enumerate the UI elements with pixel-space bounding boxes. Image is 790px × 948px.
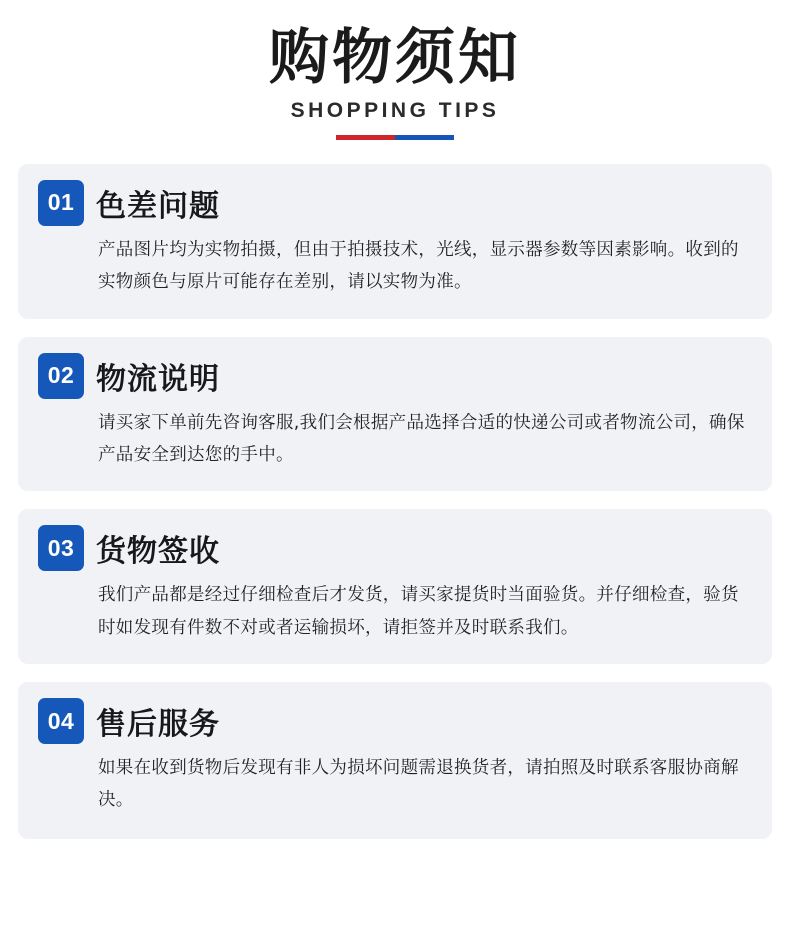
tip-title: 货物签收 [96,534,220,570]
tip-title: 物流说明 [96,361,220,397]
tip-card-3-header [38,525,752,571]
tip-card-3 [18,509,772,664]
tip-card-2-header [38,353,752,399]
tip-card-1 [18,164,772,319]
tip-body: 如果在收到货物后发现有非人为损坏问题需退换货者，请拍照及时联系客服协商解决。 [98,758,739,811]
tip-number-badge: 01 [38,180,84,226]
tip-number-badge: 02 [38,353,84,399]
tip-card-4 [18,682,772,839]
divider-segment-red [336,135,395,140]
tip-title: 售后服务 [96,707,220,743]
page-title: 购物须知 [269,23,521,93]
page-subtitle: SHOPPING TIPS [290,98,500,122]
divider-segment-blue [395,135,454,140]
tip-title: 色差问题 [96,188,220,224]
tip-number-badge: 03 [38,525,84,571]
tip-body: 我们产品都是经过仔细检查后才发货，请买家提货时当面验货。并仔细检查，验货时如发现有件数不对或者运输损坏，请拒签并及时联系我们。 [98,585,739,638]
tip-body: 产品图片均为实物拍摄，但由于拍摄技术，光线，显示器参数等因素影响。收到的实物颜色与原片可能存在差别，请以实物为准。 [98,239,739,293]
tip-card-1-header [38,180,752,226]
page-header [18,0,772,140]
tip-body: 请买家下单前先咨询客服,我们会根据产品选择合适的快递公司或者物流公司，确保产品安全到达您的手中。 [98,412,745,465]
tip-card-2 [18,337,772,492]
tip-card-4-header [38,698,752,744]
tips-list [18,164,772,839]
title-divider [336,135,454,140]
tip-number-badge: 04 [38,698,84,744]
